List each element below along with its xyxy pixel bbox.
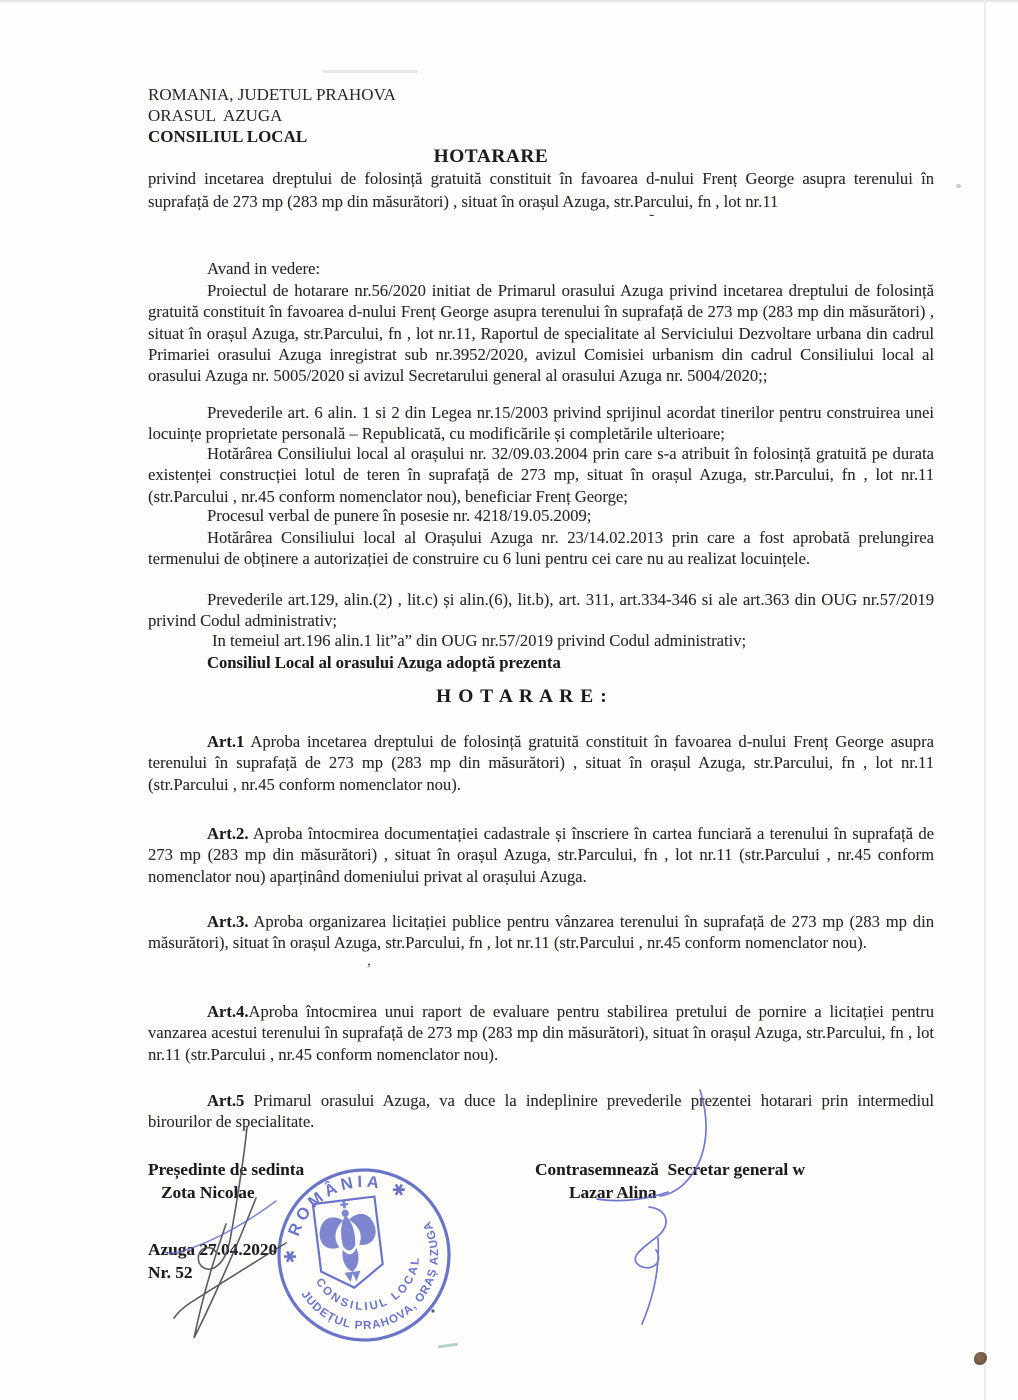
article-5-text: Primarul orasului Azuga, va duce la indeplinire prevederile prezentei hotarari prin intermediul birourilor de specialitate. xyxy=(148,1091,934,1132)
issue-number: Nr. 52 xyxy=(148,1263,193,1282)
scan-edge-shadow xyxy=(0,0,1018,3)
recital: Hotărârea Consiliului local al Orașului Azuga nr. 23/14.02.2013 prin care a fost aprobată prelungirea termenului de obținere a autorizației de construire cu 6 luni pentru cei care nu au realizat locuințele. xyxy=(148,528,934,569)
letterhead-country-line: ROMANIA, JUDETUL PRAHOVA xyxy=(148,85,396,104)
decision-heading: H O T A R A R E : xyxy=(436,686,608,707)
president-role: Președinte de sedinta xyxy=(148,1160,305,1179)
adoption-line: Consiliul Local al orasului Azuga adoptă prezenta xyxy=(207,653,561,672)
svg-text:JUDEȚUL PRAHOVA, ORAȘ AZUGA xyxy=(298,1218,469,1361)
letterhead-council-line: CONSILIUL LOCAL xyxy=(148,127,308,146)
secretary-name: Lazar Alina xyxy=(569,1183,657,1202)
recital: Prevederile art.129, alin.(2) , lit.c) și alin.(6), lit.b), art. 311, art.334-346 si ale art.363 din OUG nr.57/2019 privind Codul administrativ; xyxy=(148,590,934,631)
stamp-council-text: CONSILIUL LOCAL xyxy=(312,1254,423,1314)
president-signature xyxy=(174,1127,286,1338)
svg-text:CONSILIUL LOCAL xyxy=(312,1252,433,1325)
recital: Procesul verbal de punere în posesie nr. 4218/19.05.2009; xyxy=(207,506,592,525)
recital: Proiectul de hotarare nr.56/2020 initiat de Primarul orasului Azuga privind incetarea dreptului de folosință gratuită constituit în favoarea d-nului Frenț George asupra terenului în suprafață de 273 mp (283 mp din măsurători) , situat în orașul Azuga, str.Parcului, fn , lot nr.11, Raportul de specialitate al Serviciului Dezvoltare urbana din cadrul Primariei orasului Azuga inregistrat sub nr.3952/2020, avizul Comisiei urbanism din cadrul Consiliului local al orasului Azuga nr. 5005/2020 si avizul Secretarului general al orasului Azuga nr. 5004/2020;; xyxy=(148,281,934,386)
president-name: Zota Nicolae xyxy=(161,1183,255,1202)
article-3 xyxy=(148,911,934,954)
stamp-shield-outline xyxy=(313,1197,385,1292)
stamp-county-city-text: JUDEȚUL PRAHOVA, ORAȘ AZUGA xyxy=(298,1218,442,1333)
article-2-label: Art.2. xyxy=(207,824,249,843)
article-3-label: Art.3. xyxy=(207,912,249,931)
article-4 xyxy=(148,1001,934,1065)
article-2-text: Aproba întocmirea documentației cadastrale și înscriere în cartea funciară a terenului în suprafață de 273 mp (283 mp din măsurători) , situat în orașul Azuga, str.Parcului, fn , lot nr.11 (str.Parcului , nr.45 conform nomenclator nou) aparținând domeniului privat al orașului Azuga. xyxy=(148,824,934,886)
scan-artifact-dash: - xyxy=(649,206,655,223)
article-4-label: Art.4. xyxy=(207,1002,249,1021)
stamp-eagle-emblem xyxy=(316,1198,382,1285)
scan-line-artifact xyxy=(984,0,986,1400)
scan-artifact-comma: , xyxy=(367,952,371,969)
letterhead-city-line: ORASUL AZUGA xyxy=(148,106,283,125)
recital-legal-basis: In temeiul art.196 alin.1 lit”a” din OUG nr.57/2019 privind Codul administrativ; xyxy=(212,631,747,650)
document-title: HOTARARE xyxy=(433,146,549,167)
secretary-role: Contrasemnează Secretar general w xyxy=(535,1160,806,1179)
scan-speck xyxy=(956,184,961,188)
issue-place-date: Azuga 27.04.2020 xyxy=(148,1240,278,1259)
recital: Prevederile art. 6 alin. 1 si 2 din Legea nr.15/2003 privind sprijinul acordat tinerilor pentru construirea unei locuințe proprietate personală – Republicată, cu modificările și completările ulterioare; xyxy=(148,403,934,444)
article-1-text: Aproba incetarea dreptului de folosință gratuită constituit în favoarea d-nului Frenț George asupra terenului în suprafață de 273 mp (283 mp din măsurători) , situat în orașul Azuga, str.Parcului, fn , lot nr.11 (str.Parcului , nr.45 conform nomenclator nou). xyxy=(148,732,934,794)
letterhead xyxy=(148,84,396,147)
scan-pen-mark xyxy=(438,1343,458,1349)
scan-dot xyxy=(431,1309,434,1312)
recital: Hotărârea Consiliului local al orașului nr. 32/09.03.2004 prin care s-a atribuit în folosință gratuită pe durata existenței construcției lotul de teren în suprafață de 273 mp, situat în orașul Azuga, str.Parcului, fn , lot nr.11 (str.Parcului , nr.45 conform nomenclator nou), beneficiar Frenț George; xyxy=(148,444,934,506)
article-3-text: Aproba organizarea licitației publice pentru vânzarea terenului în suprafață de 273 mp (283 mp din măsurători), situat în orașul Azuga, str.Parcului, fn , lot nr.11 (str.Parcului , nr.45 conform nomenclator nou). xyxy=(148,912,934,953)
article-2 xyxy=(148,823,934,887)
article-5-label: Art.5 xyxy=(207,1091,245,1110)
article-1 xyxy=(148,731,934,795)
article-5 xyxy=(148,1090,934,1133)
stamp-country-text: ✱ ROMÂNIA ✱ xyxy=(281,1172,413,1264)
preamble-intro: Avand in vedere: xyxy=(207,259,321,278)
document-subject: privind incetarea dreptului de folosință gratuită constituit în favoarea d-nului Frenț George asupra terenului în suprafață de 273 mp (283 mp din măsurători) , situat în orașul Azuga, str.Parcului, fn , lot nr.11 xyxy=(148,169,934,211)
article-1-label: Art.1 xyxy=(207,732,245,751)
stamp-outer-circle xyxy=(279,1170,449,1340)
stamp-coat-of-arms xyxy=(313,1197,385,1292)
article-4-text: Aproba întocmirea unui raport de evaluare pentru stabilirea pretului de pornire a licitației pentru vanzarea acestui terenului în suprafață de 273 mp (283 mp din măsurători), situat în orașul Azuga, str.Parcului, fn , lot nr.11 (str.Parcului , nr.45 conform nomenclator nou). xyxy=(148,1002,934,1064)
scan-smudge xyxy=(322,70,418,73)
